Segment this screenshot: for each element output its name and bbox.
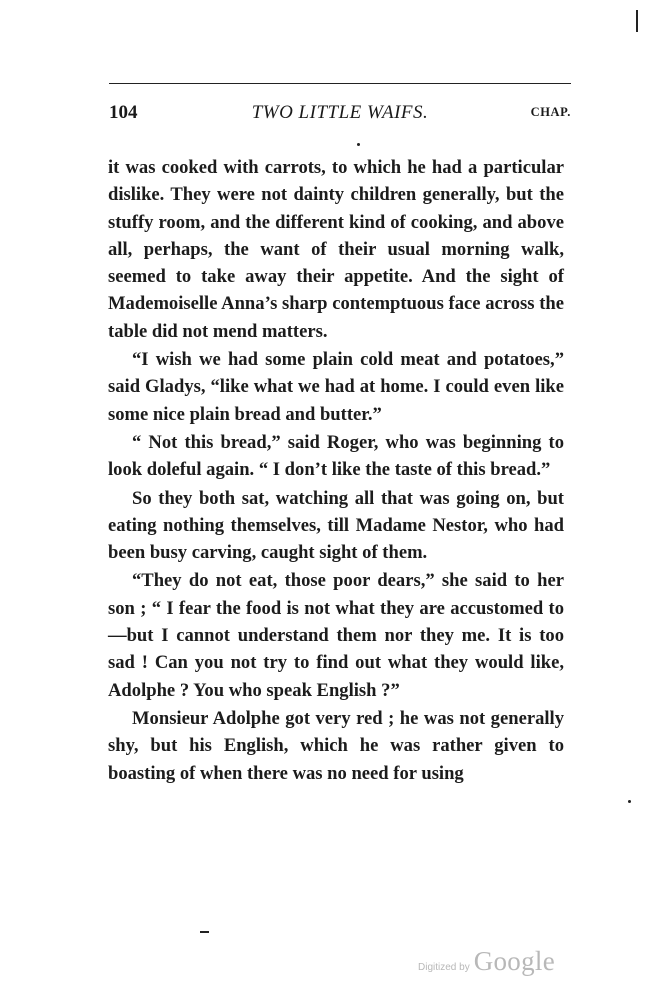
paragraph-4: So they both sat, watching all that was going on, but eating nothing themselves, till Madame Nestor, who had been busy carving, caught sight of them. xyxy=(108,487,564,564)
paragraph-5: “They do not eat, those poor dears,” she said to her son ; “ I fear the food is not what they are accustomed to—but I cannot understand them nor they me. It is too sad ! Can you not try to find out what they would like, Adolphe ? You who speak English ?” xyxy=(108,570,564,701)
digitized-watermark xyxy=(418,946,555,980)
header-rule xyxy=(109,83,571,84)
paragraph-2: “I wish we had some plain cold meat and potatoes,” said Gladys, “like what we had at home. I could even like some nice plain bread and butter.” xyxy=(108,349,564,425)
body-text xyxy=(108,154,564,787)
page-header xyxy=(109,102,571,126)
scan-speck-header xyxy=(357,143,360,146)
running-title: TWO LITTLE WAIFS. xyxy=(251,102,429,123)
watermark-small-text: Digitized by xyxy=(418,962,470,973)
paragraph-3: “ Not this bread,” said Roger, who was beginning to look doleful again. “ I don’t like the taste of this bread.” xyxy=(108,431,564,481)
google-logo: Google xyxy=(473,946,555,976)
scan-mark-top-right xyxy=(636,10,638,32)
scan-speck-right xyxy=(628,800,631,803)
paragraph-1: it was cooked with carrots, to which he had a particular dislike. They were not dainty children generally, but the stuffy room, and the different kind of cooking, and above all, perhaps, the want of their usual morning walk, seemed to take away their appetite. And the sight of Mademoiselle Anna’s sharp contemptuous face across the table did not mend matters. xyxy=(108,157,564,342)
paragraph-6: Monsieur Adolphe got very red ; he was not generally shy, but his English, which he was rather given to boasting of when there was no need for using xyxy=(108,707,564,784)
scan-dash-bottom xyxy=(200,931,209,933)
chapter-label: CHAP. xyxy=(530,105,571,119)
page-number: 104 xyxy=(109,102,138,123)
